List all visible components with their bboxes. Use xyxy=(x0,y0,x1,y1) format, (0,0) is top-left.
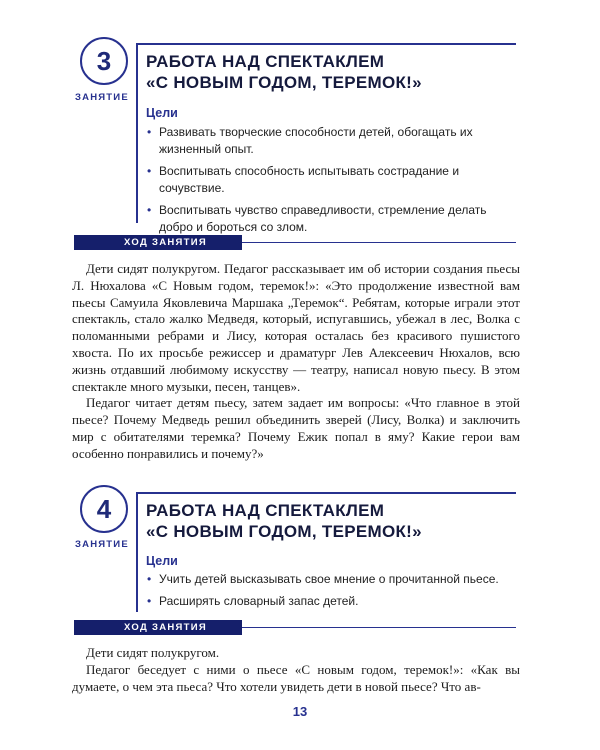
lesson-body xyxy=(72,645,520,695)
lesson-title-line-2: «С НОВЫМ ГОДОМ, ТЕРЕМОК!» xyxy=(146,522,422,541)
lesson-label: ЗАНЯТИЕ xyxy=(75,539,129,550)
vertical-rule xyxy=(136,43,138,223)
paragraph: Дети сидят полукругом. xyxy=(86,645,220,660)
lesson-title-line-1: РАБОТА НАД СПЕКТАКЛЕМ xyxy=(146,52,385,71)
section-rule xyxy=(242,242,516,243)
lesson-number-badge xyxy=(80,485,128,533)
goals-list xyxy=(146,124,518,241)
goals-heading: Цели xyxy=(146,554,178,568)
goal-item: • Воспитывать способность испытывать сострадание и сочувствие. xyxy=(146,163,518,197)
goal-item: • Расширять словарный запас детей. xyxy=(146,593,518,610)
lesson-body xyxy=(72,261,520,463)
lesson-title-line-2: «С НОВЫМ ГОДОМ, ТЕРЕМОК!» xyxy=(146,73,422,92)
goal-item: • Развивать творческие способности детей, обогащать их жизненный опыт. xyxy=(146,124,518,158)
title-rule xyxy=(136,492,516,494)
lesson-label: ЗАНЯТИЕ xyxy=(75,92,129,103)
goals-list xyxy=(146,571,518,615)
title-rule xyxy=(136,43,516,45)
goal-item: • Воспитывать чувство справедливости, стремление делать добро и бороться со злом. xyxy=(146,202,518,236)
vertical-rule xyxy=(136,492,138,612)
lesson-number: 4 xyxy=(96,493,112,524)
goals-heading: Цели xyxy=(146,106,178,120)
lesson-title-line-1: РАБОТА НАД СПЕКТАКЛЕМ xyxy=(146,501,385,520)
lesson-title xyxy=(146,500,422,542)
page-number: 13 xyxy=(292,704,308,719)
paragraph: Дети сидят полукругом. Педагог рассказывает им об истории создания пьесы Л. Нюхалова «С Новым годом, теремок!»: «Это продолжение известной вам пьесы Самуила Яковлевича Маршака „Теремок“. Ребятам, которые играли этот спектакль, стало жалко Медведя, который, испугавшись, убежал в лес, Волка с поломанными ребрами и Лису, которая осталась без красивого пушистого хвоста. По их просьбе режиссер и драматург Лев Алексеевич Нюхалов, всю жизнь отдавший любимому искусству — театру, написал новую пьесу. В этом спектакле много музыки, песен, танцев». xyxy=(72,261,520,394)
section-bar: ХОД ЗАНЯТИЯ xyxy=(74,620,242,635)
lesson-number: 3 xyxy=(96,45,112,76)
section-rule xyxy=(242,627,516,628)
paragraph: Педагог читает детям пьесу, затем задает им вопросы: «Что главное в этой пьесе? Почему Медведь решил объединить зверей (Лису, Волка) и заключить мир с обитателями теремка? Почему Ежик попал в яму? Какие герои вам особенно понравились и почему?» xyxy=(72,395,520,461)
lesson-title xyxy=(146,51,422,93)
section-bar: ХОД ЗАНЯТИЯ xyxy=(74,235,242,250)
goal-item: • Учить детей высказывать свое мнение о прочитанной пьесе. xyxy=(146,571,518,588)
lesson-number-badge xyxy=(80,37,128,85)
paragraph: Педагог беседует с ними о пьесе «С новым годом, теремок!»: «Как вы думаете, о чем эта пьеса? Что хотели увидеть дети в новой пьесе? Что ав- xyxy=(72,661,520,694)
